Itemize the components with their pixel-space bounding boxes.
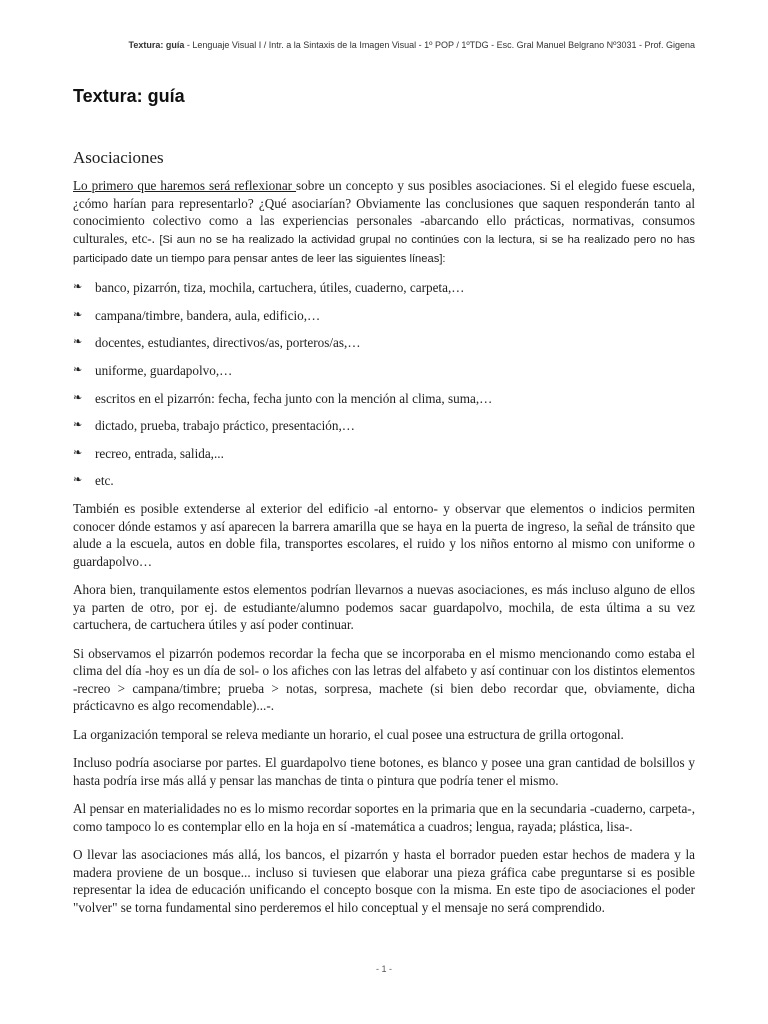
list-item	[73, 390, 695, 407]
body-paragraph-blackboard: Si observamos el pizarrón podemos recordar la fecha que se incorporaba en el mismo mencionando como estaba el clima del día -hoy es un día de sol- o los afiches con las letras del alfabeto y así continuar con los distintos elementos -recreo > campana/timbre; prueba > notas, sorpresa, machete (si bien debo recordar que, obviamente, dicha prácticavno es algo recomendable)...-.	[73, 645, 695, 714]
list-item	[73, 280, 695, 297]
list-item	[73, 307, 695, 324]
list-item-text: banco, pizarrón, tiza, mochila, cartuchera, útiles, cuaderno, carpeta,…	[95, 280, 465, 296]
list-item-text: escritos en el pizarrón: fecha, fecha junto con la mención al clima, suma,…	[95, 390, 493, 406]
running-header	[73, 40, 695, 50]
leaf-bullet-icon: ❧	[73, 336, 83, 349]
leaf-bullet-icon: ❧	[73, 446, 83, 459]
association-list	[73, 280, 695, 490]
body-paragraph-exterior: También es posible extenderse al exterior del edificio -al entorno- y observar que elementos o indicios permiten conocer dónde estamos y así aparecen la barrera amarilla que se haya en la puerta de ingreso, la señal de tránsito que alude a la escuela, autos en doble fila, transportes escolares, el ruido y los niños entorno al mismo con uniforme o guardapolvo…	[73, 501, 695, 569]
body-paragraph-new-associations: Ahora bien, tranquilamente estos elementos podrían llevarnos a nuevas asociaciones, es más incluso alguno de ellos ya parten de otro, por ej. de estudiante/alumno podemos sacar guardapolvo, mochila, de esta última a su vez cartuchera, de cartuchera útiles y así poder continuar.	[73, 582, 695, 633]
list-item	[73, 473, 695, 490]
list-item-text: recreo, entrada, salida,...	[95, 445, 224, 461]
intro-underlined-text: Lo primero que haremos será reflexionar	[73, 178, 297, 193]
list-item-text: campana/timbre, bandera, aula, edificio,…	[95, 307, 321, 323]
page-number: - 1 -	[375, 964, 392, 974]
leaf-bullet-icon: ❧	[73, 391, 83, 404]
leaf-bullet-icon: ❧	[73, 419, 83, 432]
body-paragraph-parts: Incluso podría asociarse por partes. El guardapolvo tiene botones, es blanco y posee una gran cantidad de bolsillos y hasta podría irse más allá y pensar las manchas de tinta o pintura que podría tener el mismo.	[73, 755, 695, 788]
document-body	[73, 148, 695, 927]
list-item-text: dictado, prueba, trabajo práctico, presentación,…	[95, 418, 355, 434]
intro-text: sobre un concepto y sus posibles asociaciones. Si el elegido fuese escuela, ¿cómo harían para representarlo? ¿Qué asociarían? Obviamente las conclusiones que saquen responderán tanto al conocimiento colectivo como a las experiencias personales -abarcando ello prácticas, normativas, consumos culturales, etc-.	[73, 178, 695, 246]
section-heading: Asociaciones	[73, 148, 164, 167]
list-item	[73, 445, 695, 462]
leaf-bullet-icon: ❧	[73, 308, 83, 321]
leaf-bullet-icon: ❧	[73, 281, 83, 294]
list-item-text: docentes, estudiantes, directivos/as, porteros/as,…	[95, 335, 361, 351]
list-item	[73, 335, 695, 352]
header-course-info: - Lenguaje Visual I / Intr. a la Sintaxis de la Imagen Visual - 1º POP / 1ºTDG - Esc. Gral Manuel Belgrano Nº3031 - Prof. Gigena	[184, 40, 695, 50]
intro-note: [Si aun no se ha realizado la actividad grupal no continúes con la lectura, si se ha realizado pero no has participado date un tiempo para pensar antes de leer las siguientes líneas]:	[73, 233, 695, 265]
list-item-text: etc.	[95, 473, 114, 489]
leaf-bullet-icon: ❧	[73, 474, 83, 487]
page-title: Textura: guía	[73, 86, 185, 106]
header-doc-title: Textura: guía	[128, 40, 185, 50]
leaf-bullet-icon: ❧	[73, 364, 83, 377]
intro-paragraph	[73, 177, 695, 269]
body-paragraph-wood: O llevar las asociaciones más allá, los bancos, el pizarrón y hasta el borrador pueden estar hechos de madera y la madera proviene de un bosque... incluso si tuviesen que elaborar una pieza gráfica cabe preguntarse si es posible representar la idea de educación unificando el concepto bosque con la misma. En este tipo de asociaciones el poder "volver" se torna fundamental sino perderemos el hilo conceptual y el mensaje no será comprendido.	[73, 847, 695, 915]
body-paragraph-schedule: La organización temporal se releva mediante un horario, el cual posee una estructura de grilla ortogonal.	[73, 726, 624, 742]
list-item	[73, 362, 695, 379]
list-item-text: uniforme, guardapolvo,…	[95, 363, 233, 379]
list-item	[73, 417, 695, 434]
body-paragraph-materials: Al pensar en materialidades no es lo mismo recordar soportes en la primaria que en la secundaria -cuaderno, carpeta-, como tampoco lo es contemplar ello en la hoja en sí -matemática a cuadros; lengua, rayada; plástica, lisa-.	[73, 801, 695, 834]
